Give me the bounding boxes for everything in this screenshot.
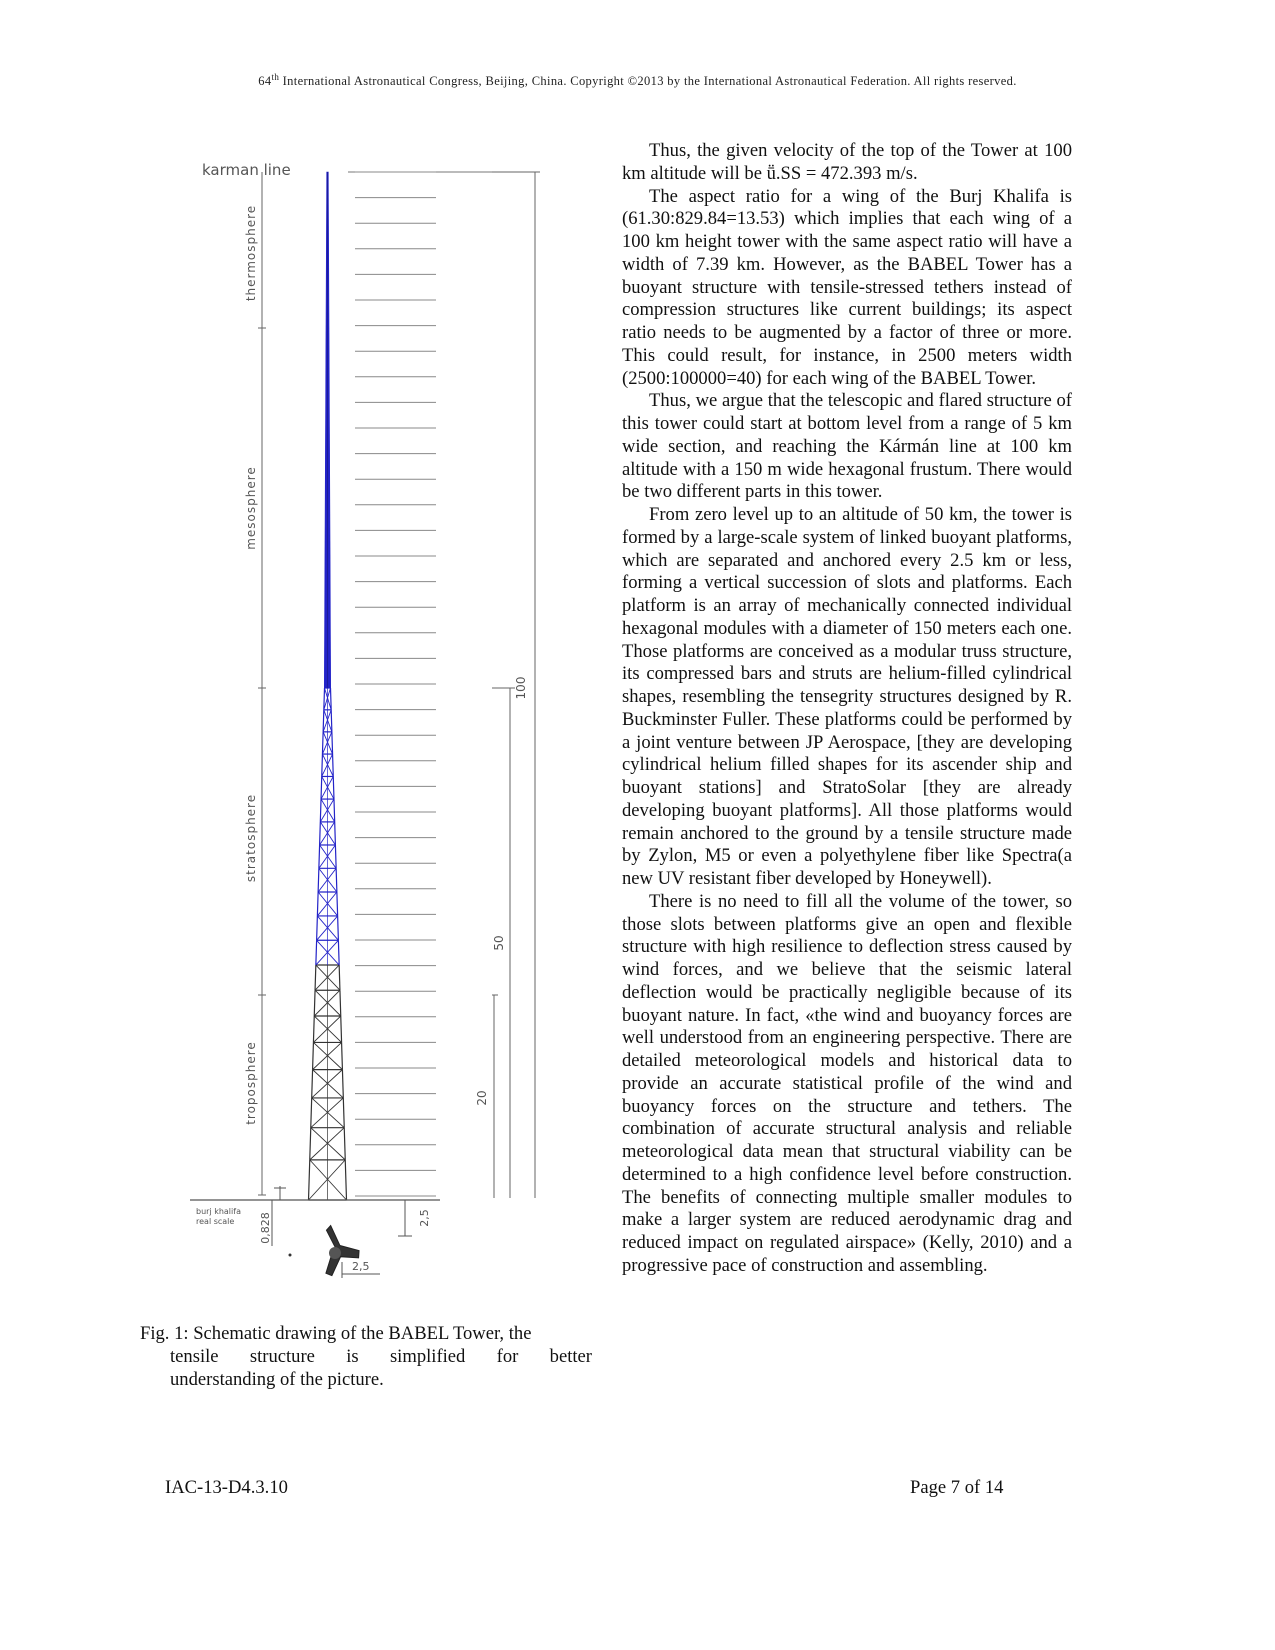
caption-line-2: tensile structure is simplified for better — [170, 1346, 592, 1367]
truss-leg — [333, 754, 334, 776]
truss-brace — [313, 1042, 342, 1069]
truss-leg — [322, 732, 323, 754]
burj-khalifa-label-line1: burj khalifa — [196, 1207, 241, 1216]
truss-leg — [333, 776, 334, 799]
caption-line-1: Fig. 1: Schematic drawing of the BABEL Tower, the — [140, 1323, 532, 1344]
truss-leg — [312, 1070, 313, 1098]
header-ordinal-suffix: th — [271, 72, 280, 82]
burj-khalifa-label-line2: real scale — [196, 1217, 235, 1226]
truss-leg — [344, 1128, 345, 1160]
truss-brace — [321, 776, 333, 799]
base-height-label: 2,5 — [418, 1209, 431, 1227]
truss-leg — [336, 868, 337, 892]
truss-brace — [312, 1070, 343, 1098]
truss-leg — [343, 1098, 344, 1128]
truss-brace — [316, 965, 340, 990]
truss-leg — [314, 990, 315, 1016]
truss-leg — [320, 799, 321, 822]
truss-leg — [340, 990, 341, 1016]
atmosphere-layer-dimension-line — [258, 172, 266, 1195]
truss-brace — [322, 776, 334, 799]
truss-leg — [310, 1128, 311, 1160]
header-ordinal: 64 — [258, 74, 272, 89]
body-paragraph: Thus, we argue that the telescopic and flared structure of this tower could start at bottom level from a range of 5 km wide section, and reaching the Kármán line at 100 km altitude with a 150 m wide hexagonal frustum. There would be two different parts in this tower. — [622, 390, 1072, 503]
body-paragraph: From zero level up to an altitude of 50 km, the tower is formed by a large-scale system of linked buoyant platforms, which are separated and anchored every 2.5 km or less, forming a vertical succession of slots and platforms. Each platform is an array of mechanically connected individual hexagonal modules with a diameter of 150 meters each one. Those platforms are conceived as a modular truss structure, its compressed bars and struts are helium-filled cylindrical shapes, resembling the tensegrity structures designed by R. Buckminster Fuller. These platforms could be performed by a joint venture between JP Aerospace, [they are developing cylindrical helium filled shapes for its ascender ship and buoyant stations] and StratoSolar [they are already developing buoyant platforms]. All those platforms would remain anchored to the ground by a tensile structure made by Zylon, M5 or even a polyethylene fiber like Spectra(a new UV resistant fiber developed by Honeywell). — [622, 504, 1072, 889]
truss-brace — [314, 1016, 341, 1042]
truss-leg — [331, 710, 332, 732]
dimension-20-label: 20 — [475, 1090, 489, 1106]
truss-brace — [309, 1160, 346, 1200]
truss-brace — [311, 1098, 344, 1128]
truss-leg — [337, 892, 338, 916]
figure-caption — [140, 1322, 592, 1391]
truss-leg — [345, 1160, 346, 1200]
truss-brace — [314, 990, 340, 1016]
truss-brace — [311, 1128, 345, 1160]
truss-brace — [319, 868, 337, 892]
truss-leg — [332, 732, 333, 754]
thermosphere-label: thermosphere — [244, 204, 258, 302]
truss-leg — [311, 1098, 312, 1128]
truss-leg — [341, 1016, 342, 1042]
truss-brace — [313, 1070, 344, 1098]
truss-brace — [317, 892, 336, 916]
truss-brace — [310, 1160, 347, 1200]
truss-leg — [313, 1042, 314, 1069]
truss-leg — [335, 845, 336, 868]
truss-leg — [322, 754, 323, 776]
page-header — [0, 72, 1275, 89]
body-paragraph: There is no need to fill all the volume of the tower, so those slots between platforms give an open and flexible structure with high resilience to deflection stress caused by wind forces, and we believe that the seismic lateral deflection would be practically negligible because of its buoyant nature. In fact, «the wind and buoyancy forces are well understood from an engineering perspective. There are detailed meteorological models and historical data to provide an accurate statistical profile of the wind and buoyancy forces on the structure and tethers. The combination of accurate structural analysis and reliable meteorological data mean that structural viability can be determined to a high confidence level before construction. The benefits of connecting multiple smaller modules to make a larger system are reduced aerodynamic drag and reduced impact on regulated airspace» (Kelly, 2010) and a progressive pace of construction and assembling. — [622, 890, 1072, 1276]
dimension-50-label: 50 — [492, 935, 506, 951]
base-width-label: 2,5 — [352, 1260, 370, 1273]
plan-dot — [289, 1254, 292, 1257]
truss-leg — [318, 868, 319, 892]
body-paragraph: The aspect ratio for a wing of the Burj Khalifa is (61.30:829.84=13.53) which implies that each wing of a 100 km height tower with the same aspect ratio will have a width of 7.39 km. However, as the BABEL Tower has a buoyant structure with tensile-stressed tethers instead of compression structures like current buildings; its aspect ratio needs to be augmented by a factor of three or more. This could result, for instance, in 2500 meters width (2500:100000=40) for each wing of the BABEL Tower. — [622, 185, 1072, 389]
truss-leg — [338, 916, 339, 940]
base-height-dimension — [398, 1200, 412, 1236]
babel-tower-drawing — [140, 148, 600, 1323]
header-text: International Astronautical Congress, Beijing, China. Copyright ©2013 by the International Astronautical Federation. All rights reserved. — [279, 74, 1017, 89]
truss-leg — [321, 776, 322, 799]
tower-spire — [324, 172, 330, 688]
truss-brace — [317, 916, 338, 940]
karman-line-label: karman line — [202, 161, 291, 179]
truss-brace — [319, 845, 336, 868]
truss-leg — [316, 940, 317, 965]
truss-leg — [315, 965, 316, 990]
truss-leg — [313, 1016, 314, 1042]
truss-brace — [317, 916, 338, 940]
page-number: Page 7 of 14 — [910, 1477, 1004, 1498]
truss-leg — [320, 822, 321, 845]
truss-leg — [317, 892, 318, 916]
body-paragraph: Thus, the given velocity of the top of the Tower at 100 km altitude will be ṻ.SS = 472.393 m/s. — [622, 140, 1072, 184]
truss-brace — [318, 892, 337, 916]
truss-brace — [320, 822, 335, 845]
truss-leg — [338, 940, 339, 965]
truss-brace — [320, 845, 337, 868]
babel-tower-figure — [140, 148, 600, 1323]
atmosphere-layer-labels — [244, 205, 258, 1125]
burj-khalifa-scale-mark — [272, 1186, 286, 1246]
dimension-100-label: 100 — [514, 676, 528, 700]
truss-brace — [317, 940, 340, 965]
truss-brace — [310, 1128, 344, 1160]
truss-brace — [313, 1042, 342, 1069]
truss-leg — [335, 822, 336, 845]
stratosphere-label: stratosphere — [244, 793, 258, 883]
troposphere-label: troposphere — [244, 1041, 258, 1125]
mesosphere-label: mesosphere — [244, 466, 258, 550]
truss-leg — [317, 916, 318, 940]
tower-truss-base — [309, 688, 347, 1200]
truss-brace — [315, 965, 339, 990]
truss-brace — [320, 822, 335, 845]
truss-brace — [312, 1098, 345, 1128]
truss-brace — [318, 868, 336, 892]
truss-brace — [321, 799, 335, 822]
truss-leg — [334, 799, 335, 822]
truss-leg — [319, 845, 320, 868]
truss-leg — [342, 1070, 343, 1098]
body-text-column — [622, 140, 1072, 1278]
burj-height-label: 0,828 — [259, 1212, 272, 1244]
truss-leg — [339, 965, 340, 990]
truss-leg — [342, 1042, 343, 1069]
truss-brace — [313, 1016, 340, 1042]
truss-leg — [309, 1160, 310, 1200]
truss-brace — [320, 799, 334, 822]
truss-brace — [315, 990, 341, 1016]
truss-leg — [323, 710, 324, 732]
caption-line-3: understanding of the picture. — [170, 1369, 384, 1390]
truss-brace — [316, 940, 339, 965]
paper-id: IAC-13-D4.3.10 — [165, 1477, 288, 1498]
platform-level-lines — [355, 172, 436, 1196]
